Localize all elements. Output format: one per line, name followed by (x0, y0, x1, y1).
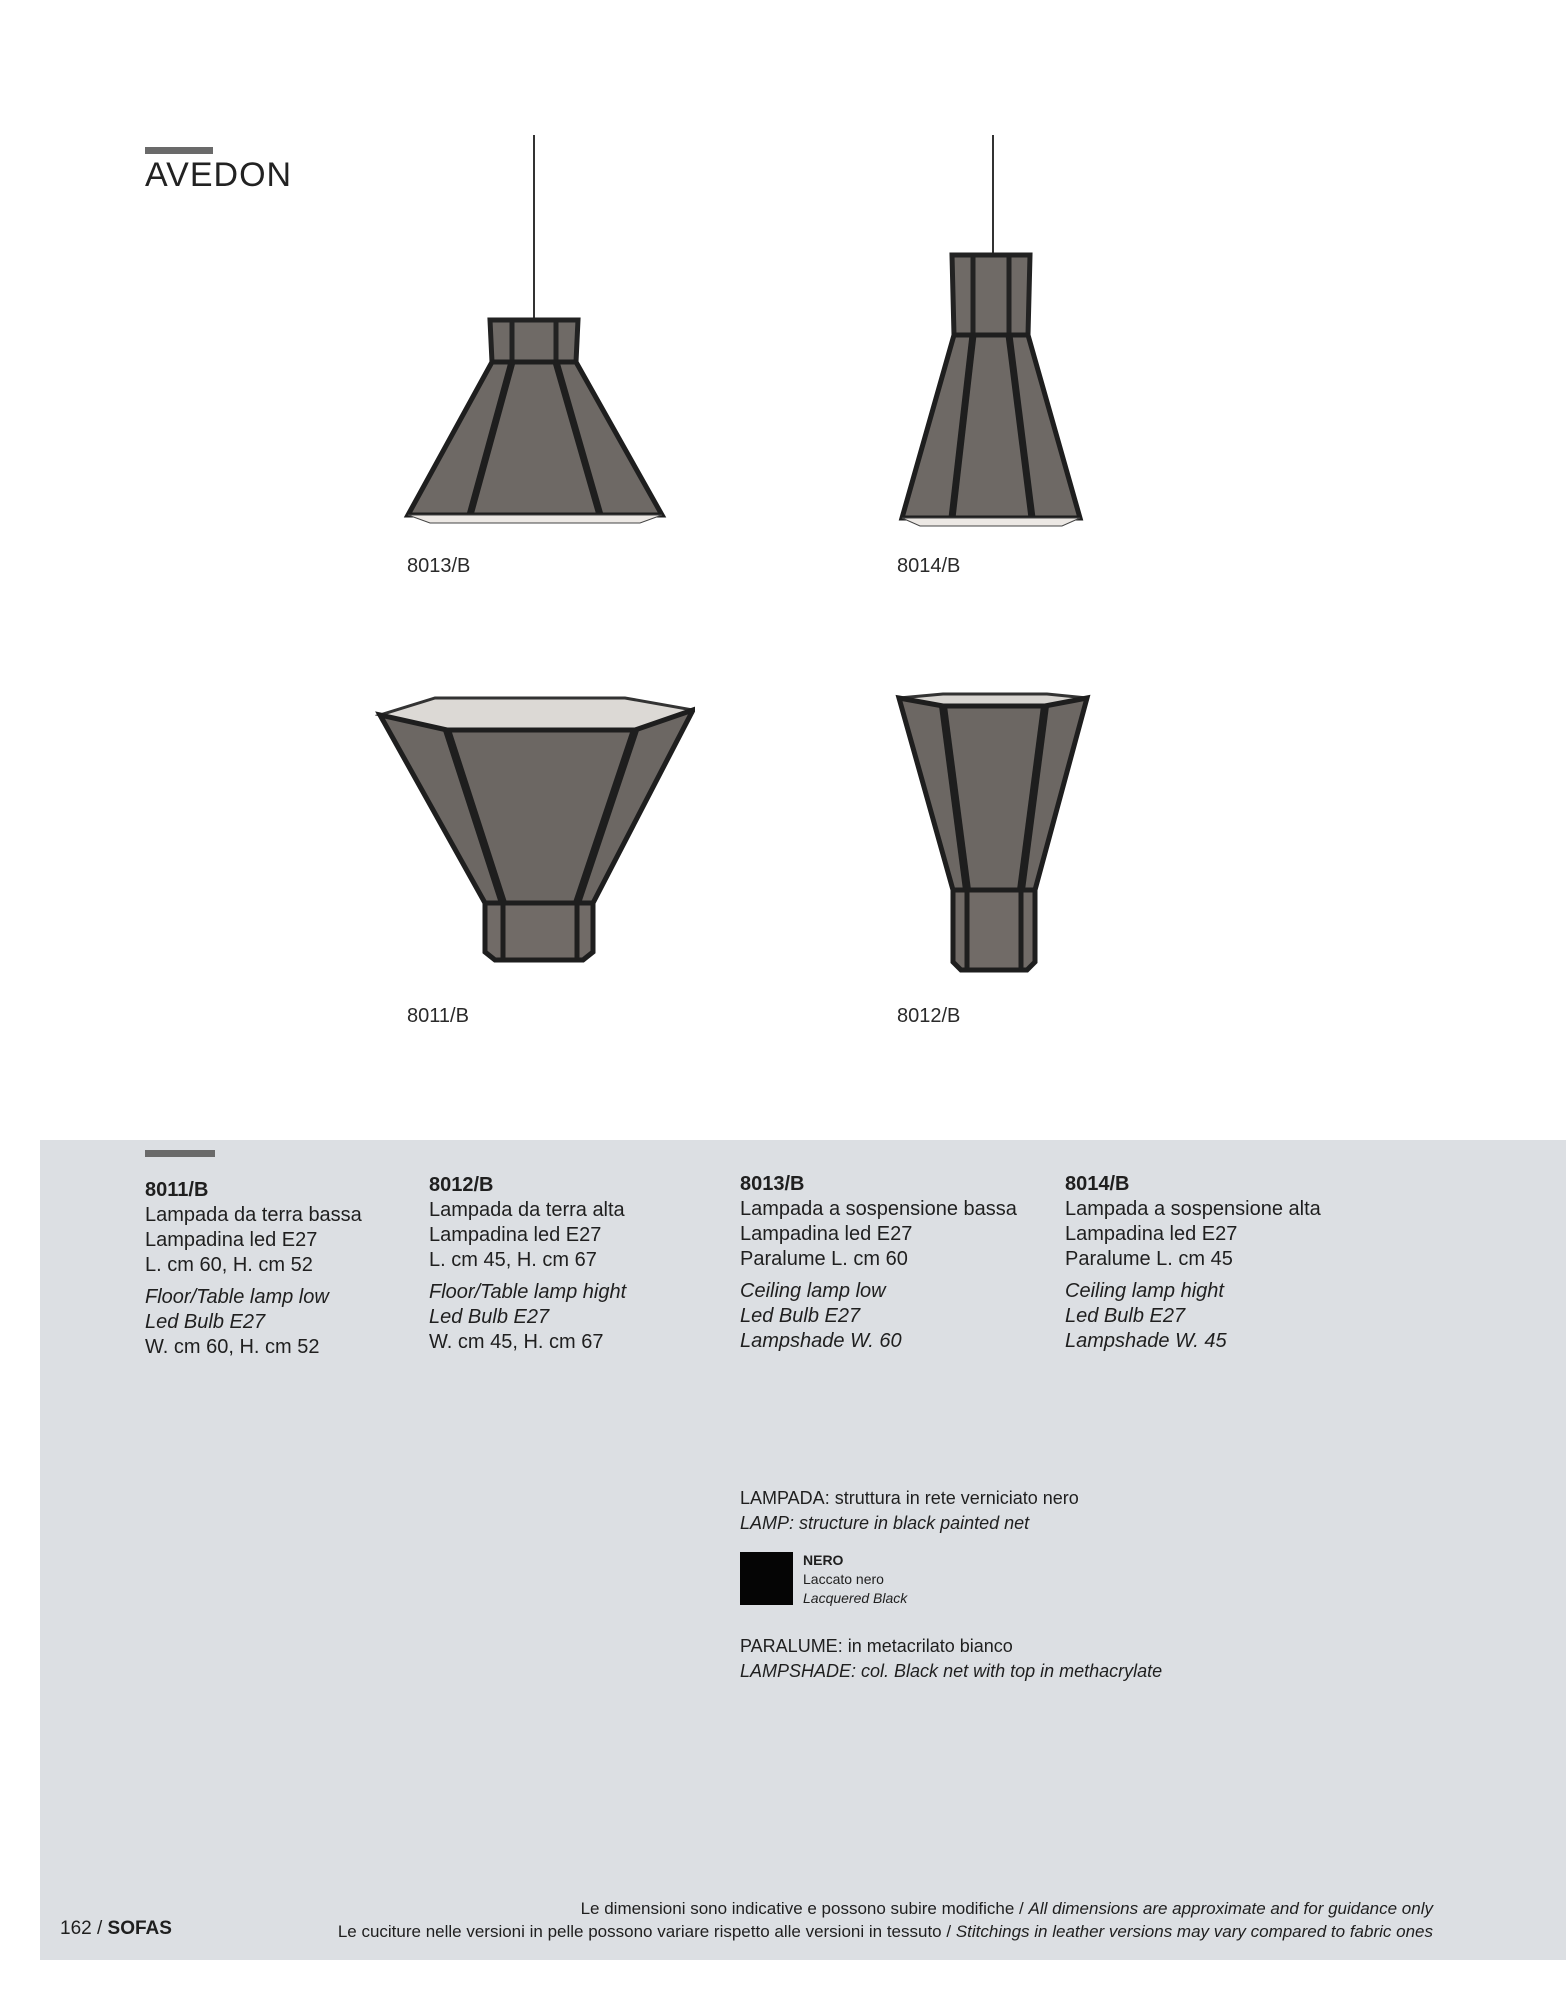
finish-it: Laccato nero (803, 1571, 884, 1587)
spec-line-it: Paralume L. cm 45 (1065, 1248, 1233, 1270)
spec-line-en: Led Bulb E27 (429, 1306, 550, 1328)
product-code-label: 8013/B (407, 555, 471, 577)
spec-code: 8014/B (1065, 1173, 1130, 1195)
spec-code: 8013/B (740, 1173, 805, 1195)
lampshade-material-en: LAMPSHADE: col. Black net with top in methacrylate (740, 1661, 1163, 1681)
disclaimer-2-it: Le cuciture nelle versioni in pelle possono variare rispetto alle versioni in tessuto / (337, 1922, 952, 1941)
lamp-material-it: LAMPADA: struttura in rete verniciato nero (740, 1488, 1079, 1508)
spec-line-en: Lampshade W. 60 (740, 1330, 902, 1352)
spec-line-en: Floor/Table lamp low (145, 1286, 329, 1308)
lamp-material-note (740, 1486, 1079, 1536)
spec-block-8011 (145, 1178, 445, 1360)
spec-code: 8011/B (145, 1179, 209, 1201)
spec-block-8014 (1065, 1172, 1365, 1354)
spec-block-8012 (429, 1173, 729, 1355)
spec-line-it: Lampada a sospensione bassa (740, 1198, 1017, 1220)
spec-line-it: L. cm 60, H. cm 52 (145, 1254, 313, 1276)
finish-name: NERO (803, 1552, 844, 1568)
product-image-8013 (400, 130, 670, 530)
spec-line-it: L. cm 45, H. cm 67 (429, 1249, 597, 1271)
disclaimer-1-en: All dimensions are approximate and for guidance only (1028, 1899, 1433, 1918)
disclaimer-2-en: Stitchings in leather versions may vary compared to fabric ones (955, 1922, 1433, 1941)
product-image-8012 (895, 690, 1095, 980)
spec-line-it: Lampadina led E27 (429, 1224, 602, 1246)
product-image-8011 (375, 690, 695, 970)
spec-line-en: Ceiling lamp hight (1065, 1280, 1224, 1302)
floor-lamp-high-icon (895, 690, 1095, 980)
page-number: 162 / (60, 1918, 103, 1939)
finish-en: Lacquered Black (803, 1590, 908, 1606)
disclaimer-notes (338, 1897, 1433, 1943)
product-code-label: 8012/B (897, 1005, 961, 1027)
spec-line-it: Lampada da terra alta (429, 1199, 625, 1221)
spec-line-en: Led Bulb E27 (1065, 1305, 1186, 1327)
finish-swatch-black (740, 1552, 793, 1605)
lamp-material-en: LAMP: structure in black painted net (740, 1513, 1030, 1533)
spec-line-en: W. cm 45, H. cm 67 (429, 1331, 604, 1353)
spec-line-it: Paralume L. cm 60 (740, 1248, 908, 1270)
panel-accent-bar (145, 1150, 215, 1157)
spec-line-en: Led Bulb E27 (145, 1311, 266, 1333)
spec-line-it: Lampadina led E27 (740, 1223, 913, 1245)
spec-line-it: Lampada da terra bassa (145, 1204, 362, 1226)
section-name: SOFAS (107, 1918, 172, 1939)
pendant-lamp-low-icon (400, 130, 670, 530)
spec-block-8013 (740, 1172, 1040, 1354)
floor-lamp-low-icon (375, 690, 695, 970)
spec-line-it: Lampadina led E27 (1065, 1223, 1238, 1245)
lampshade-material-note (740, 1634, 1162, 1684)
page-footer-label (60, 1918, 172, 1940)
product-code-label: 8011/B (407, 1005, 469, 1027)
disclaimer-line-1 (338, 1897, 1433, 1920)
product-image-8014 (890, 130, 1090, 530)
spec-code: 8012/B (429, 1174, 494, 1196)
spec-line-it: Lampada a sospensione alta (1065, 1198, 1321, 1220)
lampshade-material-it: PARALUME: in metacrilato bianco (740, 1636, 1013, 1656)
spec-line-en: Lampshade W. 45 (1065, 1330, 1227, 1352)
page-title: AVEDON (145, 156, 293, 194)
pendant-lamp-high-icon (890, 130, 1090, 530)
disclaimer-1-it: Le dimensioni sono indicative e possono subire modifiche / (580, 1899, 1024, 1918)
title-accent-bar (145, 147, 213, 154)
disclaimer-line-2 (338, 1920, 1433, 1943)
spec-line-en: Led Bulb E27 (740, 1305, 861, 1327)
spec-line-en: Ceiling lamp low (740, 1280, 886, 1302)
spec-line-en: Floor/Table lamp hight (429, 1281, 627, 1303)
spec-line-it: Lampadina led E27 (145, 1229, 318, 1251)
product-code-label: 8014/B (897, 555, 961, 577)
finish-swatch-label (803, 1551, 907, 1608)
spec-line-en: W. cm 60, H. cm 52 (145, 1336, 320, 1358)
